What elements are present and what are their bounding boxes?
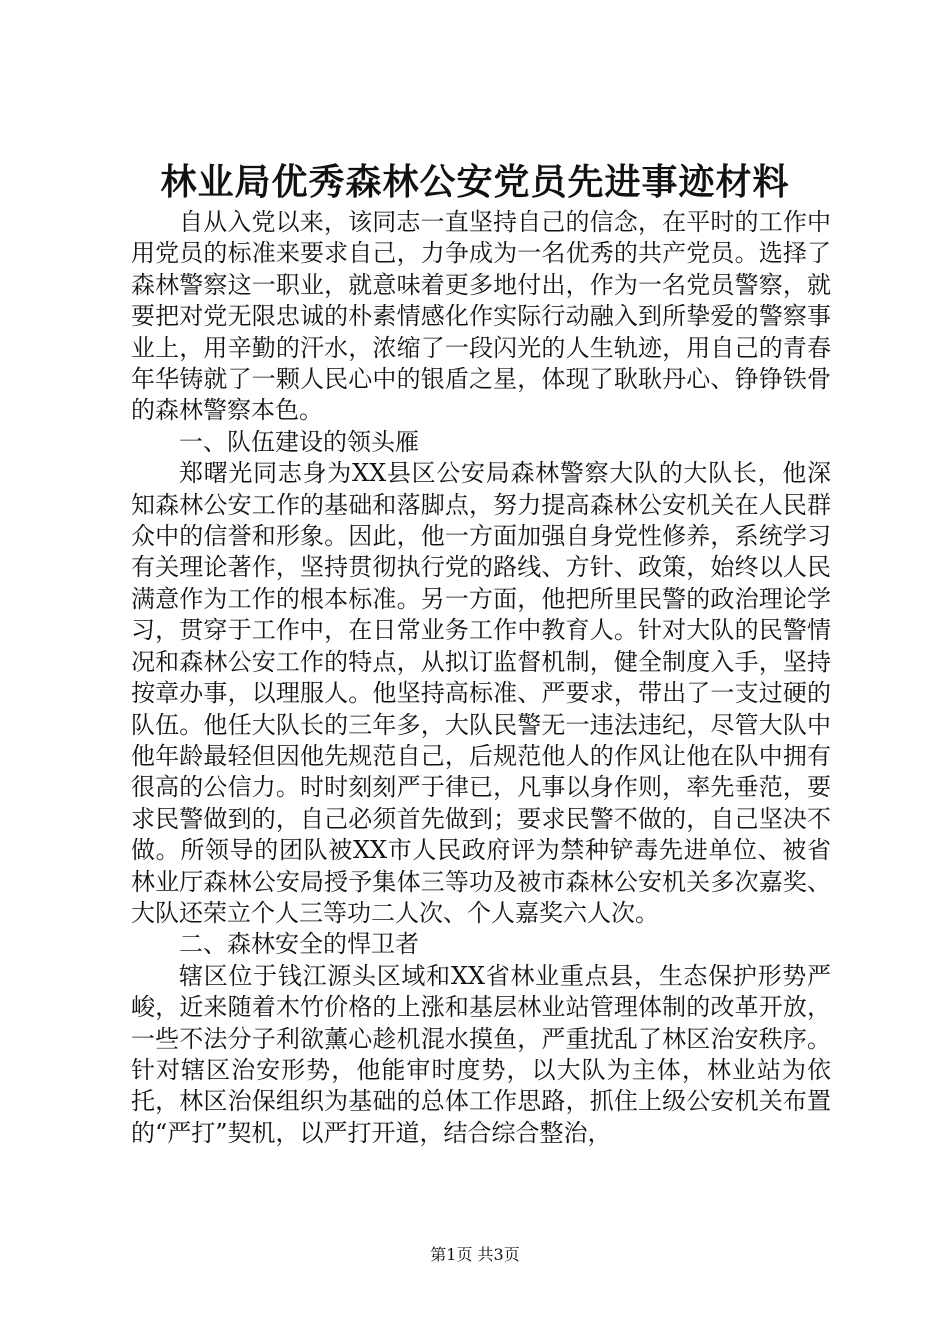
section-heading-2: 二、森林安全的悍卫者: [179, 930, 419, 959]
page-footer: 第1页 共3页: [430, 1245, 520, 1264]
document-body: [131, 207, 831, 1149]
paragraph-intro: 自从入党以来，该同志一直坚持自己的信念，在平时的工作中用党员的标准来要求自己，力争成为一名优秀的共产党员。选择了森林警察这一职业，就意味着更多地付出，作为一名党员警察，就要把对党无限忠诚的朴素情感化作实际行动融入到所挚爱的警察事业上，用辛勤的汗水，浓缩了一段闪光的人生轨迹，用自己的青春年华铸就了一颗人民心中的银盾之星，体现了耿耿丹心、铮铮铁骨的森林警察本色。: [131, 208, 831, 425]
paragraph-team-building: 郑曙光同志身为XX县区公安局森林警察大队的大队长，他深知森林公安工作的基础和落脚点，努力提高森林公安机关在人民群众中的信誉和形象。因此，他一方面加强自身党性修养，系统学习有关理论著作，坚持贯彻执行党的路线、方针、政策，始终以人民满意作为工作的根本标准。另一方面，他把所里民警的政治理论学习，贯穿于工作中，在日常业务工作中教育人。针对大队的民警情况和森林公安工作的特点，从拟订监督机制，健全制度入手，坚持按章办事，以理服人。他坚持高标准、严要求，带出了一支过硬的队伍。他任大队长的三年多，大队民警无一违法违纪，尽管大队中他年龄最轻但因他先规范自己，后规范他人的作风让他在队中拥有很高的公信力。时时刻刻严于律已，凡事以身作则，率先垂范，要求民警做到的，自己必须首先做到；要求民警不做的，自己坚决不做。所领导的团队被XX市人民政府评为禁种铲毒先进单位、被省林业厅森林公安局授予集体三等功及被市森林公安机关多次嘉奖、大队还荣立个人三等功二人次、个人嘉奖六人次。: [131, 459, 831, 927]
document-title: 林业局优秀森林公安党员先进事迹材料: [160, 161, 790, 203]
paragraph-forest-security: 辖区位于钱江源头区域和XX省林业重点县，生态保护形势严峻，近来随着木竹价格的上涨和基层林业站管理体制的改革开放，一些不法分子利欲薰心趁机混水摸鱼，严重扰乱了林区治安秩序。针对辖区治安形势，他能审时度势，以大队为主体，林业站为依托，林区治保组织为基础的总体工作思路，抓住上级公安机关布置的“严打”契机，以严打开道，结合综合整治，: [131, 961, 831, 1147]
section-heading-1: 一、队伍建设的领头雁: [179, 427, 419, 456]
